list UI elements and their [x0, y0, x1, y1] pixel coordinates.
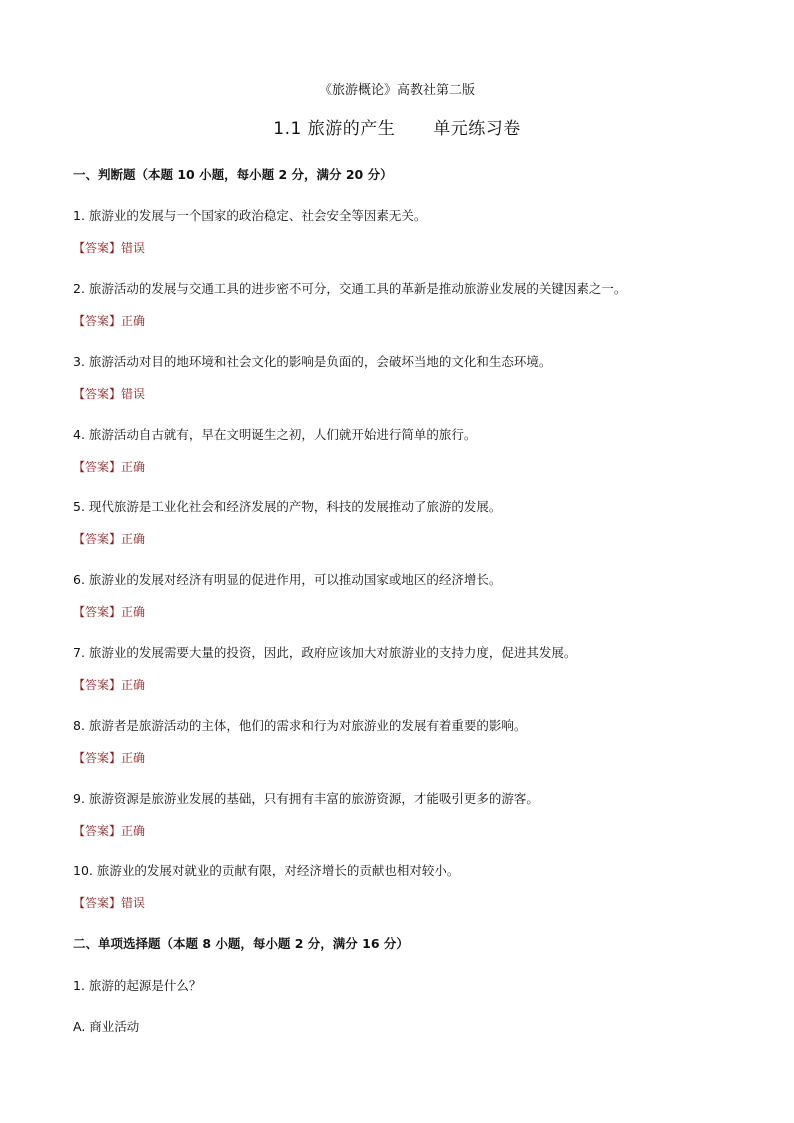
title-part-2: 单元练习卷 — [433, 119, 521, 139]
question-6: 6. 旅游业的发展对经济有明显的促进作用，可以推动国家或地区的经济增长。 — [73, 572, 502, 587]
question-4: 4. 旅游活动自古就有，早在文明诞生之初，人们就开始进行简单的旅行。 — [73, 427, 477, 442]
answer-3 — [73, 385, 753, 403]
answer-tag: 【答案】 — [73, 241, 122, 255]
answer-tag: 【答案】 — [73, 751, 122, 765]
answer-10 — [73, 894, 753, 912]
answer-2 — [73, 312, 753, 330]
answer-value: 正确 — [121, 678, 146, 692]
title-part-1: 1.1 旅游的产生 — [273, 119, 396, 139]
question-2: 2. 旅游活动的发展与交通工具的进步密不可分，交通工具的革新是推动旅游业发展的关键因素之一。 — [73, 281, 627, 296]
answer-value: 正确 — [121, 751, 146, 765]
answer-4 — [73, 458, 753, 476]
answer-8 — [73, 749, 753, 767]
section-2-heading: 二、单项选择题（本题 8 小题，每小题 2 分，满分 16 分） — [73, 936, 409, 951]
section-1-heading: 一、判断题（本题 10 小题，每小题 2 分，满分 20 分） — [73, 167, 393, 182]
answer-value: 正确 — [121, 532, 146, 546]
answer-6 — [73, 603, 753, 621]
answer-value: 错误 — [121, 896, 146, 910]
question-10: 10. 旅游业的发展对就业的贡献有限，对经济增长的贡献也相对较小。 — [73, 863, 460, 878]
question-8: 8. 旅游者是旅游活动的主体，他们的需求和行为对旅游业的发展有着重要的影响。 — [73, 718, 527, 733]
choice-option-a: A. 商业活动 — [73, 1019, 140, 1034]
question-1: 1. 旅游业的发展与一个国家的政治稳定、社会安全等因素无关。 — [73, 208, 427, 223]
answer-1 — [73, 239, 753, 257]
answer-tag: 【答案】 — [73, 678, 122, 692]
answer-value: 正确 — [121, 460, 146, 474]
answer-tag: 【答案】 — [73, 605, 122, 619]
answer-value: 正确 — [121, 605, 146, 619]
document-title — [0, 117, 794, 141]
document-subtitle: 《旅游概论》高教社第二版 — [318, 83, 475, 98]
answer-tag: 【答案】 — [73, 896, 122, 910]
answer-value: 正确 — [121, 824, 146, 838]
answer-9 — [73, 822, 753, 840]
answer-7 — [73, 676, 753, 694]
question-9: 9. 旅游资源是旅游业发展的基础，只有拥有丰富的旅游资源，才能吸引更多的游客。 — [73, 791, 539, 806]
question-5: 5. 现代旅游是工业化社会和经济发展的产物，科技的发展推动了旅游的发展。 — [73, 499, 502, 514]
question-7: 7. 旅游业的发展需要大量的投资，因此，政府应该加大对旅游业的支持力度，促进其发展。 — [73, 645, 577, 660]
answer-5 — [73, 530, 753, 548]
answer-tag: 【答案】 — [73, 824, 122, 838]
answer-value: 错误 — [121, 241, 146, 255]
answer-tag: 【答案】 — [73, 460, 122, 474]
question-3: 3. 旅游活动对目的地环境和社会文化的影响是负面的，会破坏当地的文化和生态环境。 — [73, 354, 552, 369]
choice-question-1: 1. 旅游的起源是什么？ — [73, 978, 202, 993]
answer-value: 错误 — [121, 387, 146, 401]
answer-value: 正确 — [121, 314, 146, 328]
answer-tag: 【答案】 — [73, 314, 122, 328]
answer-tag: 【答案】 — [73, 532, 122, 546]
answer-tag: 【答案】 — [73, 387, 122, 401]
